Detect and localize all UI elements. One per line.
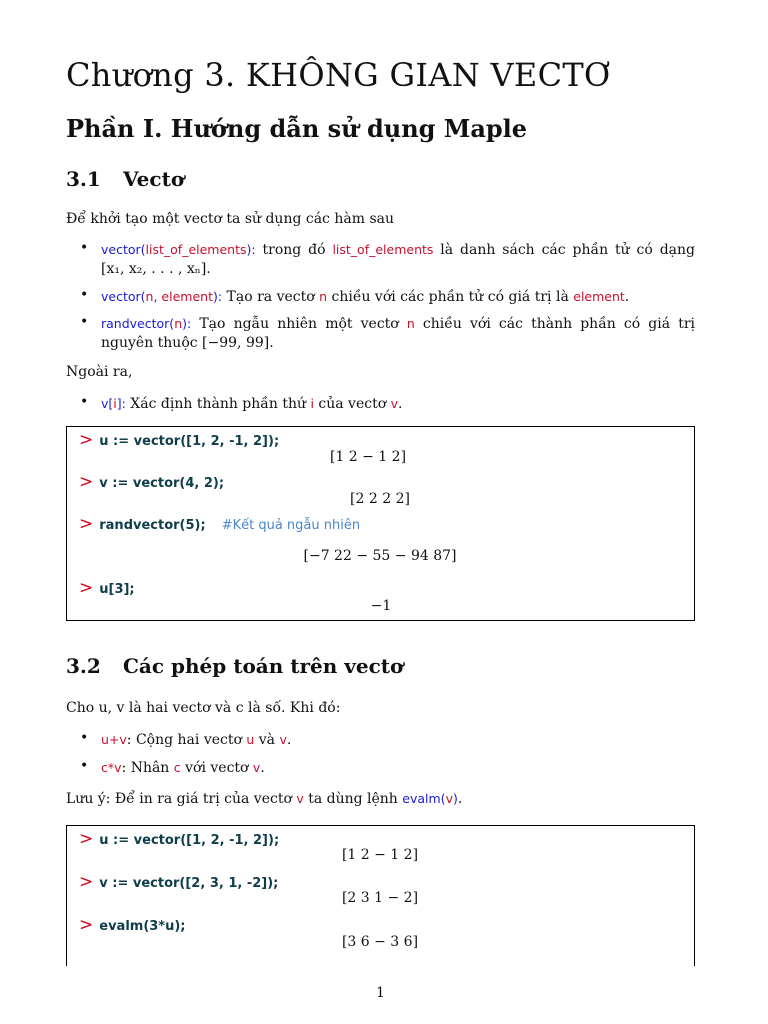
prompt-icon: > [79, 578, 94, 598]
list-item-add [101, 730, 695, 750]
list-item-vector [101, 240, 695, 279]
prompt-icon: > [79, 872, 94, 892]
paragraph-note [66, 789, 462, 809]
item-text: và [254, 732, 280, 748]
function-arg: element [161, 289, 213, 304]
function-name: evalm( [402, 791, 446, 806]
arg-reference: n [319, 289, 328, 304]
maple-command [79, 872, 278, 892]
function-close: ): [246, 242, 256, 257]
command-text: v := vector(4, 2); [99, 476, 225, 491]
command-text: evalm(3*u); [99, 919, 186, 934]
bullet-icon: • [80, 287, 89, 303]
operation-code: c*v [101, 760, 122, 775]
arg-reference: u [246, 732, 255, 747]
section-heading-3-2 [66, 654, 403, 678]
item-text: Tạo ra vectơ [222, 289, 320, 305]
item-text: . [260, 760, 265, 776]
maple-output: [3 6 − 3 6] [341, 934, 419, 950]
list-item-vector-n [101, 287, 695, 307]
item-text: chiều với các phần tử có giá trị là [327, 289, 574, 305]
function-arg: n [174, 316, 183, 331]
item-text: trong đó [255, 242, 333, 258]
section-number: 3.1 [66, 167, 101, 191]
maple-comment: #Kết quả ngẫu nhiên [221, 518, 361, 533]
item-text: Xác định thành phần thứ [125, 396, 311, 412]
function-close: ]: [116, 396, 126, 411]
prompt-icon: > [79, 514, 94, 534]
maple-command [79, 915, 186, 935]
arg-reference: v [252, 760, 261, 775]
function-arg: list_of_elements [145, 242, 247, 257]
page-number: 1 [376, 985, 385, 1001]
function-name: vector( [101, 289, 146, 304]
arg-reference: element [573, 289, 625, 304]
maple-command [79, 472, 224, 492]
function-close: ): [212, 289, 223, 304]
note-text: . [457, 791, 463, 807]
arg-reference: v [390, 396, 398, 411]
list-item-scalar [101, 758, 695, 778]
note-text: ta dùng lệnh [303, 791, 403, 807]
maple-command [79, 430, 279, 450]
bullet-icon: • [80, 240, 89, 256]
command-text: u[3]; [99, 582, 135, 597]
command-text: u := vector([1, 2, -1, 2]); [99, 833, 280, 848]
arg-reference: i [310, 396, 314, 411]
list-item-index [101, 394, 695, 414]
function-arg: i [113, 396, 117, 411]
section-number: 3.2 [66, 654, 101, 678]
arg-reference: c [173, 760, 181, 775]
paragraph-extra: Ngoài ra, [66, 364, 133, 380]
item-text: : Cộng hai vectơ [126, 732, 247, 748]
item-text: : Nhân [121, 760, 174, 776]
arg-reference: v [296, 791, 304, 806]
section-title-text: Vectơ [123, 167, 185, 191]
item-text: là danh sách các phần tử có dạng [x₁, x₂, . . . , xₙ]. [101, 242, 696, 277]
command-text: v := vector([2, 3, 1, -2]); [99, 876, 279, 891]
command-text: randvector(5); [99, 518, 206, 533]
list-item-randvector [101, 314, 695, 353]
function-name: vector( [101, 242, 146, 257]
note-text: Lưu ý: Để in ra giá trị của vectơ [66, 791, 297, 807]
operation-code: u+v [101, 732, 127, 747]
prompt-icon: > [79, 430, 94, 450]
function-arg: n [145, 289, 154, 304]
bullet-icon: • [80, 314, 89, 330]
maple-output: −1 [370, 598, 392, 614]
part-title: Phần I. Hướng dẫn sử dụng Maple [66, 114, 528, 143]
function-close: ) [452, 791, 458, 806]
maple-output: [1 2 − 1 2] [329, 449, 407, 465]
function-name: randvector( [101, 316, 175, 331]
maple-worksheet-2 [66, 825, 695, 966]
maple-output: [2 3 1 − 2] [341, 890, 419, 906]
bullet-icon: • [80, 730, 89, 746]
maple-output: [1 2 − 1 2] [341, 847, 419, 863]
function-close: ): [182, 316, 192, 331]
maple-command [79, 829, 279, 849]
arg-reference: list_of_elements [332, 242, 434, 257]
bullet-icon: • [80, 758, 89, 774]
prompt-icon: > [79, 472, 94, 492]
command-text: u := vector([1, 2, -1, 2]); [99, 434, 280, 449]
maple-output: [−7 22 − 55 − 94 87] [303, 548, 457, 564]
item-text: . [286, 732, 292, 748]
bullet-icon: • [80, 394, 89, 410]
item-text: với vectơ [180, 760, 253, 776]
item-text: . [624, 289, 630, 305]
chapter-title: Chương 3. KHÔNG GIAN VECTƠ [66, 56, 611, 94]
prompt-icon: > [79, 915, 94, 935]
section-heading-3-1 [66, 167, 184, 191]
item-text: của vectơ [313, 396, 391, 412]
maple-command [79, 578, 135, 598]
function-sep: , [153, 289, 162, 304]
paragraph-intro: Để khởi tạo một vectơ ta sử dụng các hàm sau [66, 211, 394, 227]
function-arg: v [445, 791, 453, 806]
paragraph-intro: Cho u, v là hai vectơ và c là số. Khi đó: [66, 700, 341, 716]
maple-output: [2 2 2 2] [350, 491, 410, 507]
document-page [66, 0, 695, 1024]
item-text: . [398, 396, 403, 412]
section-title-text: Các phép toán trên vectơ [123, 654, 404, 678]
prompt-icon: > [79, 829, 94, 849]
item-text: chiều với các thành phần có giá trị nguyên thuộc [−99, 99]. [101, 316, 696, 351]
maple-worksheet-1 [66, 426, 695, 621]
function-name: v[ [101, 396, 114, 411]
arg-reference: n [406, 316, 415, 331]
item-text: Tạo ngẫu nhiên một vectơ [191, 316, 407, 332]
maple-command [79, 514, 360, 534]
arg-reference: v [279, 732, 287, 747]
